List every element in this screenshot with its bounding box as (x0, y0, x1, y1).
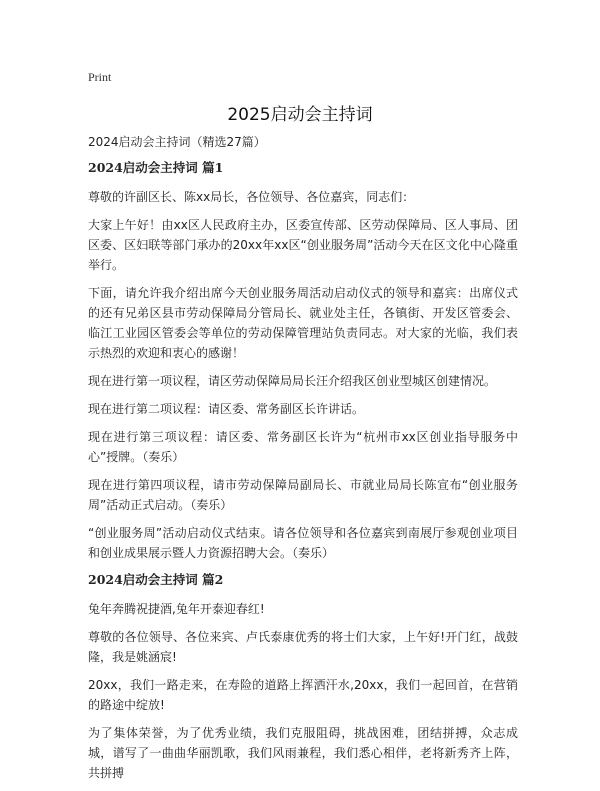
paragraph: 尊敬的各位领导、各位来宾、卢氏泰康优秀的将士们大家，上午好!开门红，战鼓隆，我是姚涵宸! (88, 630, 518, 664)
paragraph: 大家上午好！由xx区人民政府主办，区委宣传部、区劳动保障局、区人事局、团区委、区妇联等部门承办的20xx年xx区“创业服务周”活动今天在区文化中心隆重举行。 (88, 218, 518, 272)
section-heading: 2024启动会主持词 篇1 (88, 160, 224, 175)
paragraph: 现在进行第三项议程：请区委、常务副区长许为“杭州市xx区创业指导服务中心”授牌。（奏乐） (88, 430, 518, 464)
print-label[interactable]: Print (88, 70, 112, 84)
document-body (88, 133, 518, 791)
paragraph: 尊敬的许副区长、陈xx局长，各位领导、各位嘉宾，同志们： (88, 190, 415, 204)
paragraph: 兔年奔腾祝捷酒,兔年开泰迎春红! (88, 602, 265, 616)
document-title: 2025启动会主持词 (227, 105, 373, 125)
paragraph: 现在进行第一项议程，请区劳动保障局局长汪介绍我区创业型城区创建情况。 (88, 374, 497, 388)
paragraph: 为了集体荣誉，为了优秀业绩，我们克服阻碍，挑战困难，团结拼搏，众志成城，谱写了一曲曲华丽凯歌，我们风雨兼程，我们悉心相伴，老将新秀齐上阵，共拼搏 (88, 726, 518, 780)
paragraph: 现在进行第四项议程，请市劳动保障局副局长、市就业局局长陈宣布“创业服务周”活动正式启动。（奏乐） (88, 478, 518, 512)
paragraph: 下面，请允许我介绍出席今天创业服务周活动启动仪式的领导和嘉宾：出席仪式的还有兄弟区县市劳动保障局分管局长、就业处主任，各镇街、开发区管委会、临江工业园区管委会等单位的劳动保障管理站负责同志。对大家的光临，我们表示热烈的欢迎和衷心的感谢！ (88, 286, 518, 360)
paragraph: 20xx，我们一路走来，在寿险的道路上挥洒汗水,20xx，我们一起回首，在营销的路途中绽放! (88, 678, 518, 712)
paragraph: “创业服务周”活动启动仪式结束。请各位领导和各位嘉宾到南展厅参观创业项目和创业成果展示暨人力资源招聘大会。（奏乐） (88, 526, 518, 560)
paragraph: 现在进行第二项议程：请区委、常务副区长许讲话。 (88, 402, 365, 416)
document-subtitle: 2024启动会主持词（精选27篇） (88, 135, 266, 149)
section-heading: 2024启动会主持词 篇2 (88, 572, 224, 587)
